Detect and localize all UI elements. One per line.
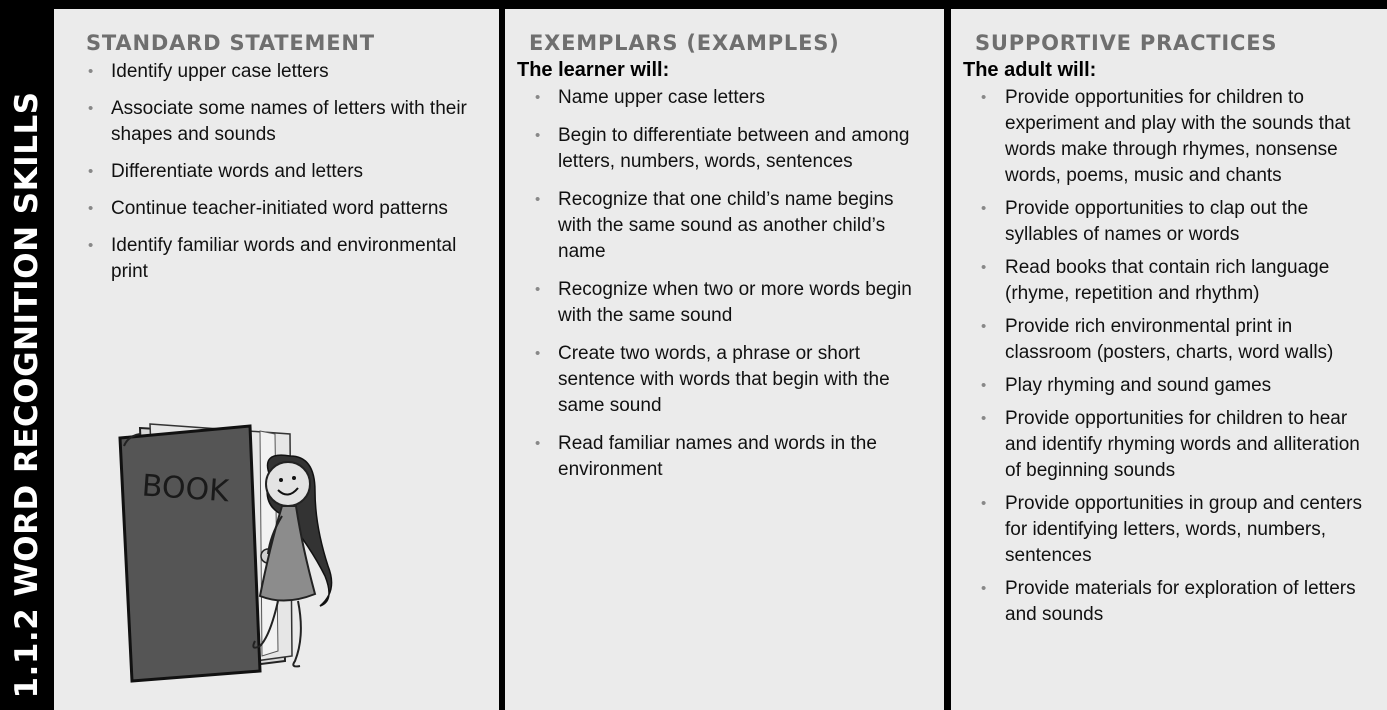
list-item-text: Continue teacher-initiated word patterns — [111, 198, 448, 219]
list-item-text: Read familiar names and words in the environment — [558, 433, 877, 480]
bullet-icon: • — [535, 89, 541, 106]
list-item — [951, 196, 1387, 248]
bullet-icon: • — [88, 237, 94, 254]
list-item — [951, 255, 1387, 307]
list-item — [951, 314, 1387, 366]
list-item — [951, 406, 1387, 484]
bullet-icon: • — [981, 377, 987, 394]
bullet-icon: • — [981, 580, 987, 597]
list-item — [505, 187, 944, 265]
list-item — [505, 123, 944, 175]
list-item-text: Identify upper case letters — [111, 61, 329, 82]
list-item-text: Differentiate words and letters — [111, 161, 364, 182]
list-item-text: Play rhyming and sound games — [1005, 375, 1272, 396]
list-item-text: Identify familiar words and environmental print — [111, 235, 457, 282]
bullet-icon: • — [981, 200, 987, 217]
list-item — [505, 85, 944, 111]
sidebar — [0, 0, 54, 710]
bullet-icon: • — [88, 100, 94, 117]
list-item-text: Read books that contain rich language (rhyme, repetition and rhythm) — [1005, 257, 1330, 304]
list-item — [505, 277, 944, 329]
column-heading: STANDARD STATEMENT — [86, 31, 375, 55]
book-cover-text: BOOK — [140, 468, 230, 510]
supportive-practices-list — [951, 85, 1387, 628]
column-subheading: The adult will: — [963, 59, 1097, 81]
exemplars-list — [505, 85, 944, 483]
bullet-icon: • — [88, 63, 94, 80]
top-border — [54, 0, 1387, 9]
list-item — [951, 85, 1387, 189]
list-item-text: Provide opportunities for children to experiment and play with the sounds that words make through rhymes, nonsense words, poems, music and chants — [1005, 87, 1351, 186]
list-item — [54, 96, 499, 148]
list-item — [505, 431, 944, 483]
exemplars-column — [505, 9, 944, 710]
bullet-icon: • — [981, 259, 987, 276]
column-subheading: The learner will: — [517, 59, 670, 81]
bullet-icon: • — [535, 127, 541, 144]
list-item-text: Provide opportunities in group and centers for identifying letters, words, numbers, sentences — [1005, 493, 1363, 566]
bullet-icon: • — [981, 495, 987, 512]
list-item — [951, 576, 1387, 628]
list-item-text: Recognize when two or more words begin with the same sound — [558, 279, 912, 326]
bullet-icon: • — [981, 410, 987, 427]
section-title: 1.1.2 WORD RECOGNITION SKILLS — [9, 91, 45, 699]
bullet-icon: • — [535, 281, 541, 298]
list-item — [505, 341, 944, 419]
list-item — [54, 233, 499, 285]
column-heading: EXEMPLARS (EXAMPLES) — [529, 31, 840, 55]
list-item — [951, 491, 1387, 569]
list-item-text: Associate some names of letters with their shapes and sounds — [111, 98, 467, 145]
bullet-icon: • — [535, 435, 541, 452]
list-item — [951, 373, 1387, 399]
list-item-text: Recognize that one child’s name begins with the same sound as another child’s name — [558, 189, 894, 262]
bullet-icon: • — [981, 318, 987, 335]
list-item — [54, 59, 499, 85]
list-item-text: Create two words, a phrase or short sentence with words that begin with the same sound — [558, 343, 890, 416]
list-item-text: Provide opportunities to clap out the syllables of names or words — [1005, 198, 1309, 245]
column-heading: SUPPORTIVE PRACTICES — [975, 31, 1278, 55]
bullet-icon: • — [981, 89, 987, 106]
list-item-text: Name upper case letters — [558, 87, 765, 108]
supportive-practices-column — [951, 9, 1387, 710]
bullet-icon: • — [88, 163, 94, 180]
standard-list — [54, 59, 499, 285]
list-item-text: Begin to differentiate between and among letters, numbers, words, sentences — [558, 125, 910, 172]
list-item-text: Provide rich environmental print in classroom (posters, charts, word walls) — [1005, 316, 1334, 363]
list-item — [54, 196, 499, 222]
child-with-book-illustration — [110, 406, 340, 686]
list-item-text: Provide opportunities for children to hear and identify rhyming words and alliteration of beginning sounds — [1005, 408, 1360, 481]
bullet-icon: • — [535, 191, 541, 208]
list-item-text: Provide materials for exploration of letters and sounds — [1005, 578, 1356, 625]
bullet-icon: • — [535, 345, 541, 362]
bullet-icon: • — [88, 200, 94, 217]
list-item — [54, 159, 499, 185]
